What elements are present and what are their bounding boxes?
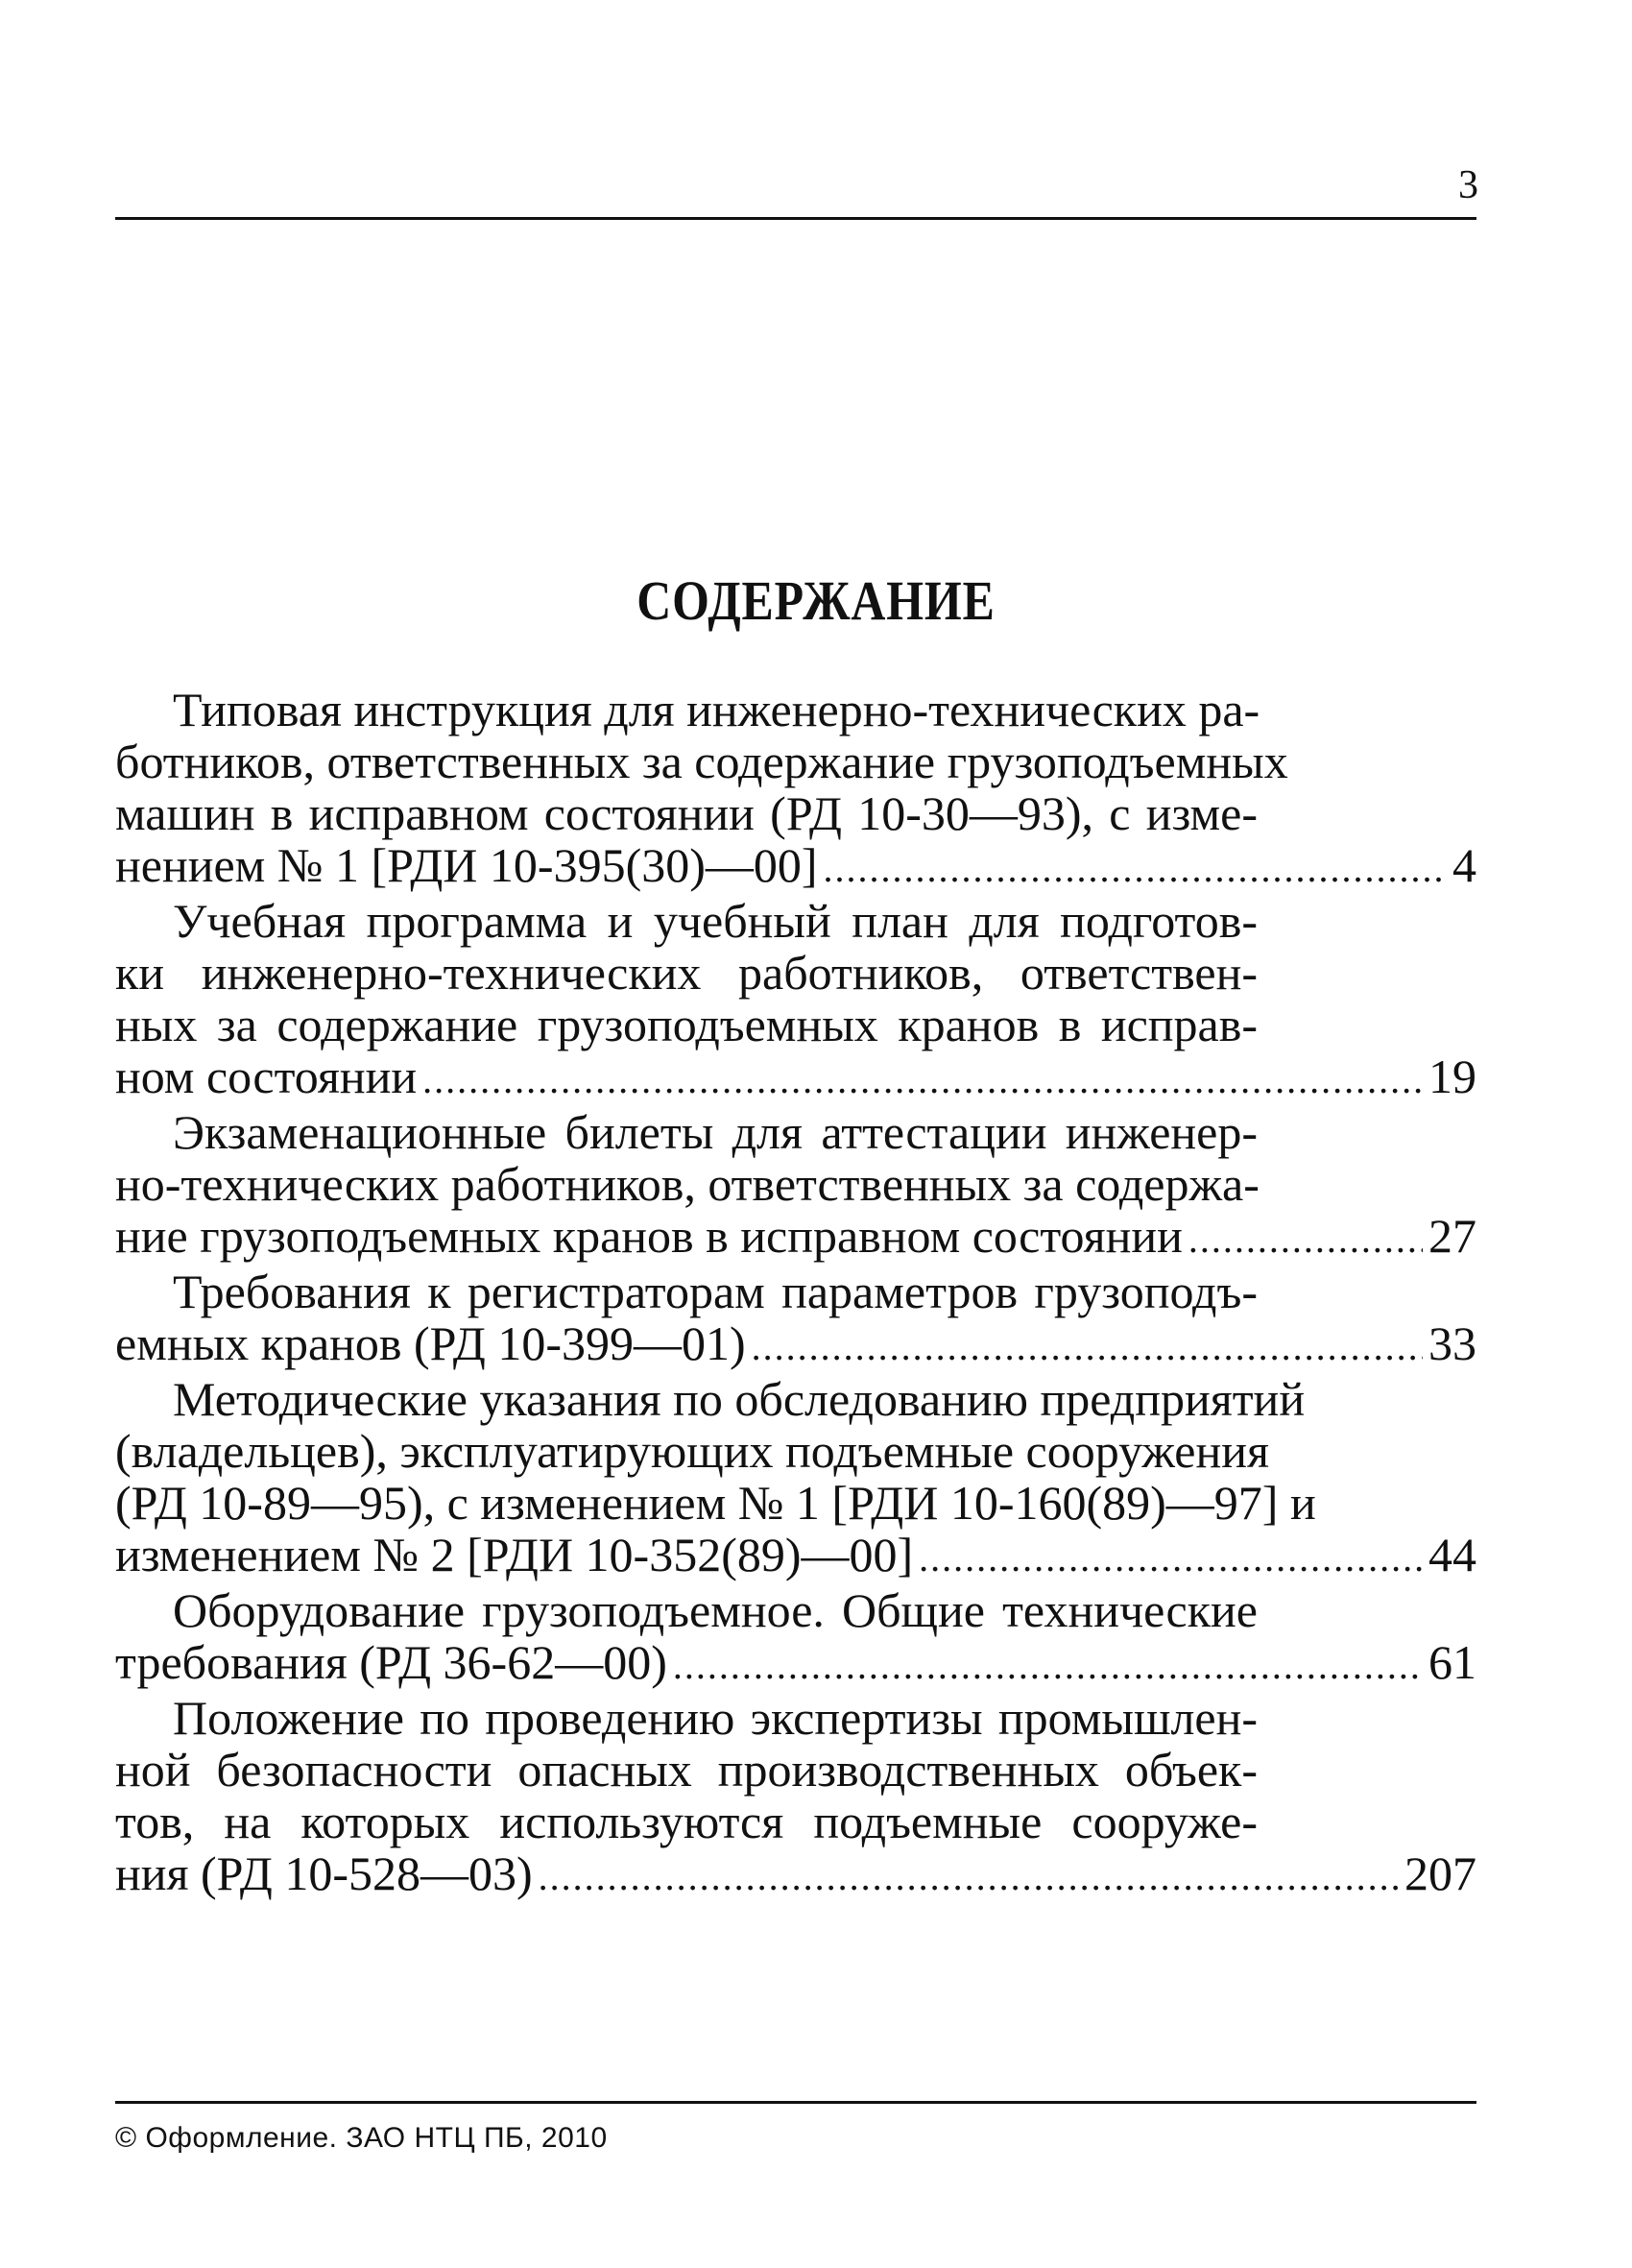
toc-page-number: 33 — [1428, 1316, 1476, 1370]
toc-entry-leader-line — [115, 1317, 1476, 1373]
footer-rule — [115, 2101, 1476, 2104]
toc-page-number: 4 — [1452, 838, 1476, 892]
toc-entry-line: Положение по проведению экспертизы промышлен- — [173, 1691, 1258, 1745]
toc-entry-line: ботников, ответственных за содержание грузоподъемных — [115, 735, 1288, 788]
dot-leader — [539, 1851, 1399, 1903]
dot-leader — [752, 1321, 1423, 1373]
toc-entry-line: требования (РД 36-62—00) — [115, 1635, 667, 1689]
dot-leader — [673, 1640, 1423, 1692]
toc-entry-line: тов, на которых используются подъемные сооруже- — [115, 1795, 1258, 1848]
toc-entry-line: изменением № 2 [РДИ 10-352(89)—00] — [115, 1528, 914, 1581]
toc-entry-leader-line — [115, 1847, 1476, 1903]
toc-entry-line: ных за содержание грузоподъемных кранов в исправ- — [115, 998, 1258, 1051]
toc-entry-leader-line — [115, 1529, 1476, 1584]
toc-entry-leader-line — [115, 839, 1476, 895]
toc-entry-line: Оборудование грузоподъемное. Общие технические — [173, 1583, 1258, 1637]
toc-entry[interactable] — [115, 1373, 1476, 1584]
toc-entry-line: ном состоянии — [115, 1050, 418, 1103]
toc-entry-line: (владельцев), эксплуатирующих подъемные сооружения — [115, 1424, 1270, 1478]
toc-entry-line: ния (РД 10-528—03) — [115, 1846, 533, 1900]
toc-entry-line: Учебная программа и учебный план для подготов- — [173, 894, 1258, 948]
toc-entry-line: (РД 10-89—95), с изменением № 1 [РДИ 10-160(89)—97] и — [115, 1476, 1316, 1530]
dot-leader — [1188, 1214, 1423, 1266]
toc-entry-line: но-технических работников, ответственных за содержа- — [115, 1157, 1260, 1211]
toc-entry-line: Типовая инструкция для инженерно-технических ра- — [173, 683, 1260, 736]
page-number: 3 — [1458, 163, 1478, 207]
header-rule — [115, 217, 1476, 220]
toc-entry-line: машин в исправном состоянии (РД 10-30—93), с изме- — [115, 786, 1258, 840]
toc-entry-line: ки инженерно-технических работников, ответствен- — [115, 946, 1258, 1000]
toc-entry[interactable] — [115, 1584, 1476, 1692]
toc-entry-leader-line — [115, 1050, 1476, 1106]
toc-entry-line: Экзаменационные билеты для аттестации инженер- — [173, 1105, 1258, 1159]
dot-leader — [824, 843, 1447, 895]
toc-entry-line: Требования к регистраторам параметров грузоподъ- — [173, 1265, 1258, 1318]
toc-entry-line: емных кранов (РД 10-399—01) — [115, 1316, 746, 1370]
toc-entry-leader-line — [115, 1636, 1476, 1692]
toc-entry[interactable] — [115, 895, 1476, 1106]
toc-page-number: 19 — [1428, 1050, 1476, 1103]
toc-entry[interactable] — [115, 1692, 1476, 1903]
table-of-contents — [115, 684, 1476, 1903]
toc-page-number: 44 — [1428, 1528, 1476, 1581]
dot-leader — [422, 1054, 1423, 1106]
toc-entry[interactable] — [115, 1106, 1476, 1266]
toc-entry[interactable] — [115, 684, 1476, 895]
toc-page-number: 27 — [1428, 1209, 1476, 1263]
dot-leader — [919, 1532, 1423, 1584]
toc-entry[interactable] — [115, 1266, 1476, 1373]
toc-entry-leader-line — [115, 1210, 1476, 1266]
toc-page-number: 61 — [1428, 1635, 1476, 1689]
toc-entry-line: ной безопасности опасных производственных объек- — [115, 1743, 1258, 1797]
toc-entry-line: Методические указания по обследованию предприятий — [173, 1372, 1306, 1426]
page-title: СОДЕРЖАНИЕ — [636, 569, 996, 632]
copyright-notice: © Оформление. ЗАО НТЦ ПБ, 2010 — [115, 2122, 608, 2154]
toc-entry-line: ние грузоподъемных кранов в исправном состоянии — [115, 1209, 1183, 1263]
toc-entry-line: нением № 1 [РДИ 10-395(30)—00] — [115, 838, 818, 892]
toc-page-number: 207 — [1404, 1846, 1476, 1900]
